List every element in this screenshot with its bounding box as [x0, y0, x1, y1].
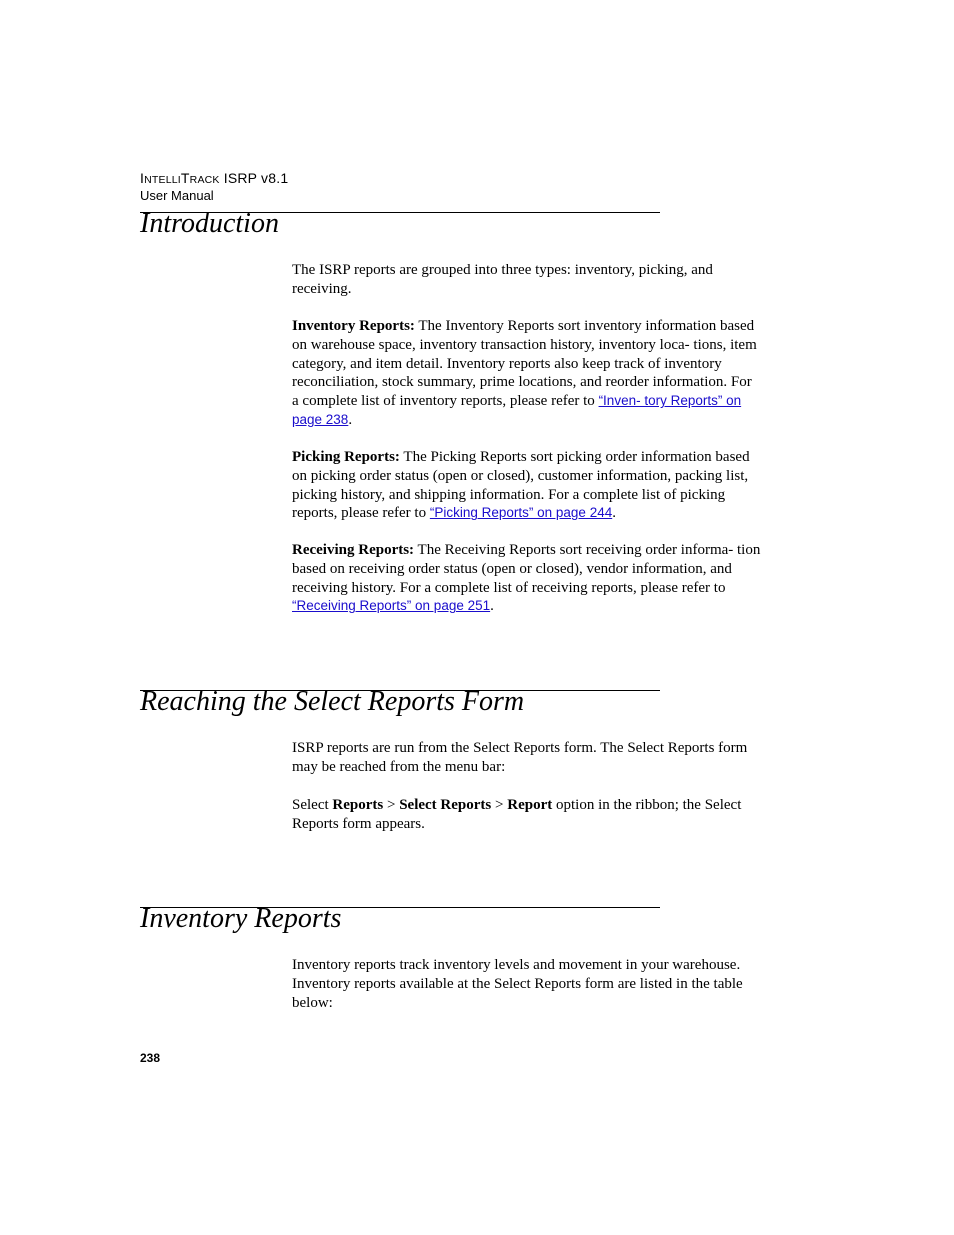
menu-path-select-reports: Select Reports — [399, 797, 492, 813]
receiving-reports-paragraph: Receiving Reports: The Receiving Reports sort receiving order informa- tion based on receiving order status (open or closed), vendor information, and receiving history. For a complete list of receiving reports, please refer to “Receiving Reports” on page 251. — [292, 542, 761, 615]
picking-reports-paragraph: Picking Reports: The Picking Reports sort picking order information based on picking order status (open or closed), customer information, packing list, picking history, and shipping information. For a complete list of picking reports, please refer to “Picking Reports” on page 244. — [292, 449, 750, 522]
menu-path-reports: Reports — [332, 797, 384, 813]
inventory-reports-label: Inventory Reports: — [292, 318, 415, 334]
menu-path-report: Report — [507, 797, 553, 813]
receiving-reports-link[interactable]: “Receiving Reports” on page 251 — [292, 598, 491, 614]
running-header-title: INTELLITRACK ISRP v8.1 — [140, 170, 289, 186]
inventory-reports-link[interactable]: “Inven- tory Reports” on page 238 — [292, 393, 742, 427]
intro-paragraph: The ISRP reports are grouped into three types: inventory, picking, and receiving. — [292, 262, 713, 297]
inventory-reports-intro-paragraph: Inventory reports track inventory levels and movement in your warehouse. Inventory reports available at the Select Reports form are listed in the table below: — [292, 957, 743, 1011]
menu-path-paragraph: Select Reports > Select Reports > Report option in the ribbon; the Select Reports form appears. — [292, 797, 742, 832]
heading-inventory-reports: Inventory Reports — [140, 903, 342, 934]
heading-introduction: Introduction — [140, 208, 279, 239]
picking-reports-label: Picking Reports: — [292, 449, 400, 465]
running-header-subtitle: User Manual — [140, 188, 214, 203]
inventory-reports-paragraph: Inventory Reports: The Inventory Reports sort inventory information based on warehouse space, inventory transaction history, inventory loca- tions, item category, and item detail. Inventory reports also keep track of inventory reconciliation, stock summary, prime locations, and reorder information. For a complete list of inventory reports, please refer to “Inven- tory Reports” on page 238. — [292, 318, 757, 428]
receiving-reports-label: Receiving Reports: — [292, 542, 415, 558]
picking-reports-link[interactable]: “Picking Reports” on page 244 — [429, 505, 613, 521]
heading-reaching-select-reports: Reaching the Select Reports Form — [140, 686, 525, 717]
page-number: 238 — [140, 1051, 161, 1065]
reaching-paragraph: ISRP reports are run from the Select Reports form. The Select Reports form may be reached from the menu bar: — [292, 740, 748, 775]
